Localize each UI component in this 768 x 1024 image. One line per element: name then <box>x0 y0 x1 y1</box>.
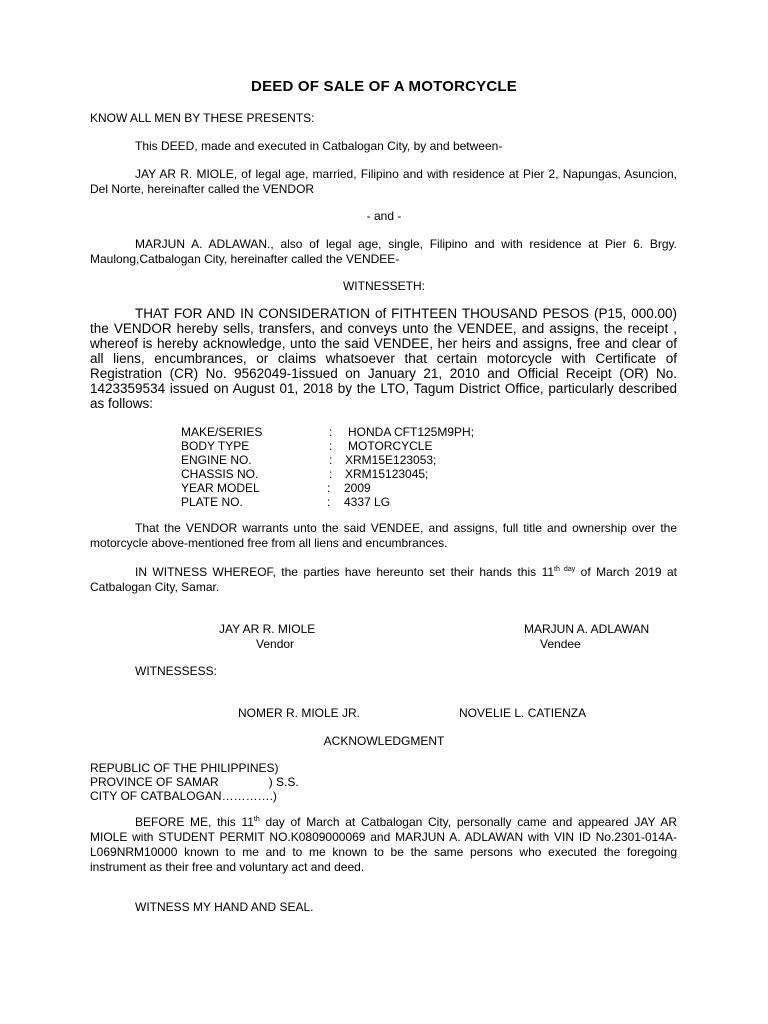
spec-label: ENGINE NO. <box>181 453 252 467</box>
spec-label: PLATE NO. <box>181 495 243 509</box>
witness-whereof-paragraph <box>90 565 677 595</box>
vendee-role: Vendee <box>540 637 581 651</box>
spec-separator: : <box>327 481 331 495</box>
vendee-paragraph <box>90 237 677 267</box>
document-title: DEED OF SALE OF A MOTORCYCLE <box>251 78 517 95</box>
spec-row <box>181 467 521 481</box>
spec-separator: : <box>327 495 331 509</box>
before-me-text: BEFORE ME, this 11 <box>135 815 254 829</box>
witnesseth-heading: WITNESSETH: <box>342 279 425 293</box>
intro-line: KNOW ALL MEN BY THESE PRESENTS: <box>90 111 315 125</box>
venue-line-1: REPUBLIC OF THE PHILIPPINES) <box>90 761 279 775</box>
spec-separator: : <box>329 467 333 481</box>
specs-table <box>181 425 521 509</box>
venue-line-3: CITY OF CATBALOGAN………….) <box>90 789 277 803</box>
witness-whereof-text: IN WITNESS WHEREOF, the parties have hereunto set their hands this 11 <box>135 565 555 579</box>
spec-label: YEAR MODEL <box>181 481 260 495</box>
spec-value: HONDA CFT125M9PH; <box>348 425 475 439</box>
vendee-paragraph-text: MARJUN A. ADLAWAN., also of legal age, single, Filipino and with residence at Pier 6. Brgy. Maulong,Catbalogan City, hereinafter called the VENDEE- <box>90 237 677 266</box>
acknowledgment-heading: ACKNOWLEDGMENT <box>323 734 445 748</box>
spec-row <box>181 453 521 467</box>
witness-one-name: NOMER R. MIOLE JR. <box>238 706 361 720</box>
vendor-paragraph-text: JAY AR R. MIOLE, of legal age, married, Filipino and with residence at Pier 2, Napungas, Asuncion, Del Norte, hereinafter called the VENDOR <box>90 167 677 196</box>
warrants-paragraph-text: That the VENDOR warrants unto the said VENDEE, and assigns, full title and ownership over the motorcycle above-mentioned free from all liens and encumbrances. <box>90 521 677 550</box>
spec-separator: : <box>329 425 333 439</box>
vendor-paragraph <box>90 167 677 197</box>
spec-separator: : <box>329 439 333 453</box>
before-me-text-end: day of March at Catbalogan City, personally came and appeared JAY AR MIOLE with STUDENT PERMIT NO.K0809000069 and MARJUN A. ADLAWAN with VIN ID No.2301-014A-L069NRM10000 known to me and to me known to be the same persons who executed the foregoing instrument as their free and voluntary act and deed. <box>90 815 677 874</box>
spec-value: MOTORCYCLE <box>348 439 433 453</box>
consideration-paragraph-text: THAT FOR AND IN CONSIDERATION of FITHTEEN THOUSAND PESOS (P15, 000.00) the VENDOR hereby sells, transfers, and conveys unto the VENDEE, and assigns, the receipt , whereof is hereby acknowledge, unto the said VENDEE, her heirs and assigns, free and clear of all liens, encumbrances, or claims whatsoever that certain motorcycle with Certificate of Registration (CR) No. 9562049-1issued on January 21, 2010 and Official Receipt (OR) No. 1423359534 issued on August 01, 2018 by the LTO, Tagum District Office, particularly described as follows: <box>90 306 677 411</box>
witness-whereof-text-end: of March 2019 at Catbalogan City, Samar. <box>90 565 677 594</box>
spec-row <box>181 495 521 509</box>
and-separator: - and - <box>366 209 402 223</box>
witnesses-label: WITNESSESS: <box>135 664 218 678</box>
spec-value: 4337 LG <box>344 495 391 509</box>
spec-row <box>181 425 521 439</box>
vendor-role: Vendor <box>256 637 295 651</box>
spec-label: MAKE/SERIES <box>181 425 263 439</box>
before-me-paragraph <box>90 815 677 875</box>
spec-value: XRM15E123053; <box>345 453 437 467</box>
spec-row <box>181 481 521 495</box>
warrants-paragraph <box>90 521 677 551</box>
vendor-signature-name: JAY AR R. MIOLE <box>219 622 316 636</box>
witness-whereof-superscript: th day <box>554 566 576 573</box>
vendee-signature-name: MARJUN A. ADLAWAN <box>524 622 650 636</box>
spec-row <box>181 439 521 453</box>
consideration-paragraph <box>90 306 677 411</box>
venue-line-2: PROVINCE OF SAMAR ) S.S. <box>90 775 299 789</box>
spec-separator: : <box>329 453 333 467</box>
before-me-superscript: th <box>253 816 260 823</box>
made-executed-line: This DEED, made and executed in Catbalogan City, by and between- <box>135 139 503 153</box>
spec-value: 2009 <box>344 481 371 495</box>
spec-value: XRM15123045; <box>345 467 429 481</box>
witness-hand-seal: WITNESS MY HAND AND SEAL. <box>135 900 314 914</box>
spec-label: CHASSIS NO. <box>181 467 259 481</box>
witness-two-name: NOVELIE L. CATIENZA <box>459 706 587 720</box>
spec-label: BODY TYPE <box>181 439 250 453</box>
